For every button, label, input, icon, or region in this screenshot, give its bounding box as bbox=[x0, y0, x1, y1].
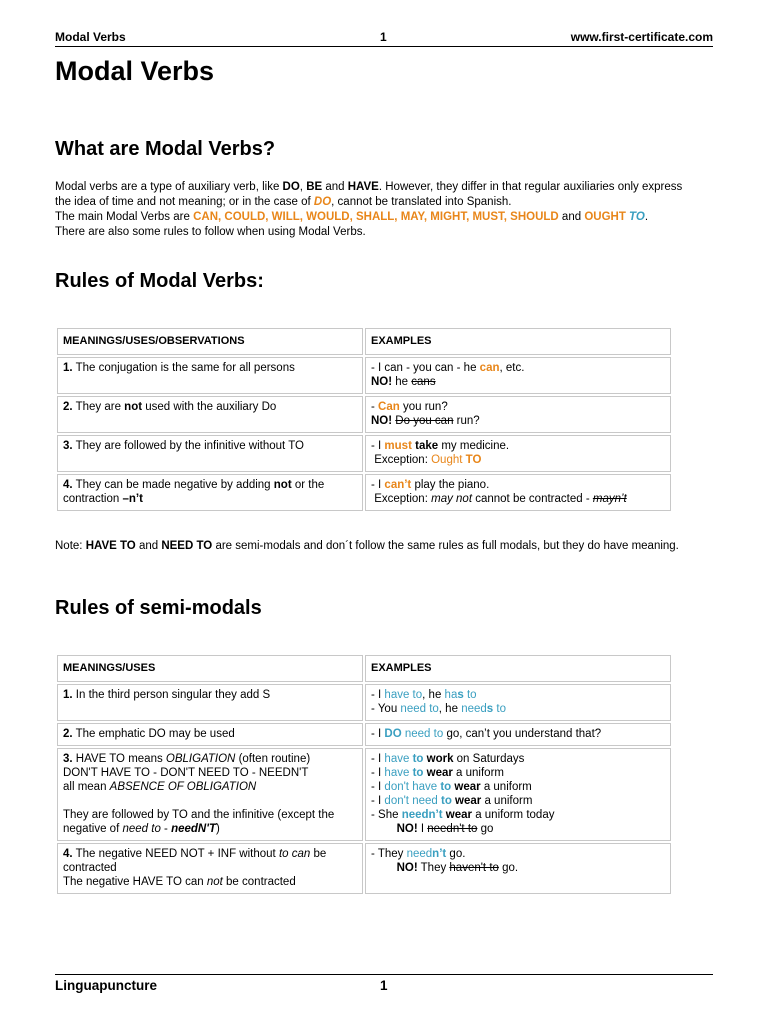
table-row bbox=[57, 435, 671, 472]
rule-cell: 2. The emphatic DO may be used bbox=[57, 723, 363, 746]
example-cell: - They needn’t go. NO! They haven't to go. bbox=[365, 843, 671, 894]
example-cell: - Can you run? NO! Do you can run? bbox=[365, 396, 671, 433]
footer-page-number: 1 bbox=[380, 978, 388, 993]
example-cell: - I can - you can - he can, etc. NO! he cans bbox=[365, 357, 671, 394]
section-heading-semi-modals: Rules of semi-modals bbox=[55, 597, 262, 619]
table-row bbox=[57, 723, 671, 746]
rule-cell: 4. They can be made negative by adding not or the contraction –n’t bbox=[57, 474, 363, 511]
table-row bbox=[57, 684, 671, 721]
example-cell: - I DO need to go, can’t you understand that? bbox=[365, 723, 671, 746]
header-page-number: 1 bbox=[380, 30, 387, 44]
table-row bbox=[57, 843, 671, 894]
semi-modal-note: Note: HAVE TO and NEED TO are semi-modals and don´t follow the same rules as full modals, but they do have meaning. bbox=[55, 540, 679, 552]
header-website: www.first-certificate.com bbox=[570, 30, 713, 44]
intro-paragraph-3: There are also some rules to follow when using Modal Verbs. bbox=[55, 226, 366, 238]
column-header-examples: EXAMPLES bbox=[365, 328, 671, 355]
header-title: Modal Verbs bbox=[55, 30, 126, 44]
example-cell: - I have to work on Saturdays - I have to wear a uniform - I don't have to wear a uniform - I don't need to wear a uniform - She needn’t wear a uniform today NO! I needn't to go bbox=[365, 748, 671, 841]
table-row bbox=[57, 748, 671, 841]
modal-rules-table bbox=[55, 326, 673, 513]
section-heading-what-are: What are Modal Verbs? bbox=[55, 138, 276, 160]
rule-cell: 3. HAVE TO means OBLIGATION (often routine) DON'T HAVE TO - DON'T NEED TO - NEEDN'T all mean ABSENCE OF OBLIGATION They are followed by TO and the infinitive (except the negative of need to - needN'T) bbox=[57, 748, 363, 841]
intro-paragraph-2: The main Modal Verbs are CAN, COULD, WILL, WOULD, SHALL, MAY, MIGHT, MUST, SHOULD and OUGHT TO. bbox=[55, 211, 649, 223]
example-cell: - I can’t play the piano. Exception: may not cannot be contracted - mayn’t bbox=[365, 474, 671, 511]
rule-cell: 1. The conjugation is the same for all persons bbox=[57, 357, 363, 394]
section-heading-rules: Rules of Modal Verbs: bbox=[55, 270, 264, 292]
page-header bbox=[55, 30, 713, 47]
table-header-row bbox=[57, 655, 671, 682]
column-header-meanings: MEANINGS/USES/OBSERVATIONS bbox=[57, 328, 363, 355]
column-header-meanings: MEANINGS/USES bbox=[57, 655, 363, 682]
example-cell: - I have to, he has to - You need to, he needs to bbox=[365, 684, 671, 721]
table-header-row bbox=[57, 328, 671, 355]
table-row bbox=[57, 396, 671, 433]
intro-text bbox=[55, 180, 695, 240]
example-cell: - I must take my medicine. Exception: Ought TO bbox=[365, 435, 671, 472]
page-title: Modal Verbs bbox=[55, 56, 215, 86]
rule-cell: 2. They are not used with the auxiliary Do bbox=[57, 396, 363, 433]
page-footer bbox=[55, 974, 713, 993]
footer-brand: Linguapuncture bbox=[55, 978, 157, 993]
semi-modal-rules-table bbox=[55, 653, 673, 896]
table-row bbox=[57, 474, 671, 511]
table-row bbox=[57, 357, 671, 394]
rule-cell: 4. The negative NEED NOT + INF without to can be contracted The negative HAVE TO can not be contracted bbox=[57, 843, 363, 894]
rule-cell: 3. They are followed by the infinitive without TO bbox=[57, 435, 363, 472]
intro-paragraph-1: Modal verbs are a type of auxiliary verb, like DO, BE and HAVE. However, they differ in that regular auxiliaries only express the idea of time and not meaning; or in the case of DO, cannot be translated into Spanish. bbox=[55, 181, 683, 208]
column-header-examples: EXAMPLES bbox=[365, 655, 671, 682]
rule-cell: 1. In the third person singular they add S bbox=[57, 684, 363, 721]
